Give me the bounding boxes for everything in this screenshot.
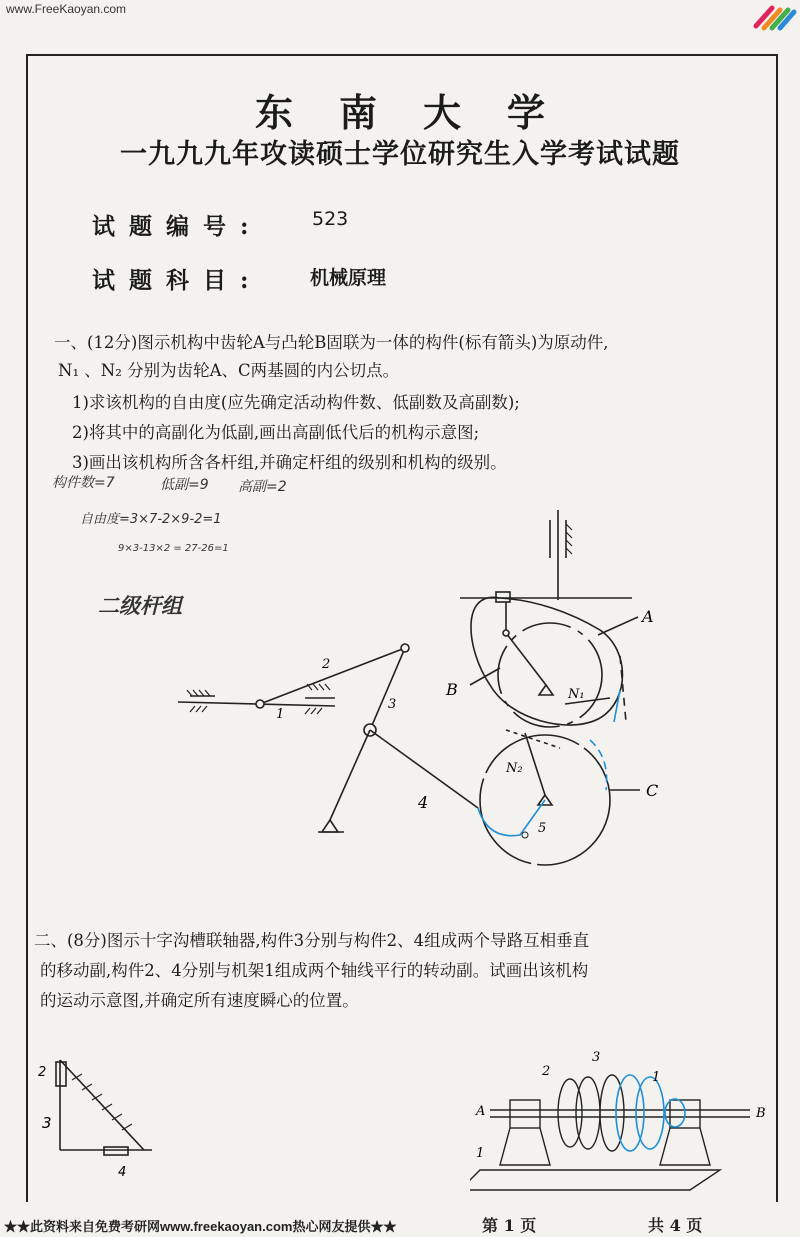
note-higher-pairs: 高副=2 xyxy=(238,479,287,495)
coupling-label-1-top: 1 xyxy=(652,1070,661,1085)
q1-item3: 3)画出该机构所含各杆组,并确定杆组的级别和机构的级别。 xyxy=(72,453,507,472)
fig1-label-N2: N₂ xyxy=(506,761,523,776)
q2-line2: 的移动副,构件2、4分别与机架1组成两个轴线平行的转动副。试画出该机构 xyxy=(40,961,589,980)
exam-subject-label: 试题科目: xyxy=(92,267,263,294)
note-lower-pairs: 低副=9 xyxy=(160,477,209,493)
fig1-label-N1: N₁ xyxy=(568,687,585,702)
freekaoyan-logo xyxy=(750,0,798,32)
q1-line1: 一、(12分)图示机构中齿轮A与凸轮B固联为一体的构件(标有箭头)为原动件, xyxy=(54,333,609,352)
footer-notice: ★★此资料来自免费考研网www.freekaoyan.com热心网友提供★★ xyxy=(4,1219,397,1234)
sketch-label-4: 4 xyxy=(118,1165,127,1180)
page-total: 共 4 页 xyxy=(648,1216,703,1235)
mechanism-figure xyxy=(160,490,680,900)
q2-line1: 二、(8分)图示十字沟槽联轴器,构件3分别与构件2、4组成两个导路互相垂直 xyxy=(34,931,590,950)
q1-item2: 2)将其中的高副化为低副,画出高副低代后的机构示意图; xyxy=(72,423,480,442)
page-footer xyxy=(0,1212,800,1237)
fig1-label-1: 1 xyxy=(276,707,285,722)
sketch-label-3: 3 xyxy=(42,1114,52,1132)
fig1-label-5: 5 xyxy=(538,821,547,836)
page-number: 第 1 页 xyxy=(482,1216,537,1235)
fig1-label-B: B xyxy=(446,680,458,699)
exam-code-label: 试题编号: xyxy=(92,213,263,240)
coupling-label-2: 2 xyxy=(542,1064,551,1079)
exam-code-value: 523 xyxy=(312,208,349,230)
slider-joint xyxy=(256,700,264,708)
note-dof: 自由度=3×7-2×9-2=1 xyxy=(80,512,222,527)
coupling-label-3: 3 xyxy=(592,1050,601,1065)
q1-line2: N₁ 、N₂ 分别为齿轮A、C两基圆的内公切点。 xyxy=(58,361,400,380)
coupling-label-B: B xyxy=(756,1106,766,1121)
note-calc: 9×3-13×2 = 27-26=1 xyxy=(118,543,229,554)
exam-subject-value: 机械原理 xyxy=(310,267,387,289)
fig1-label-3: 3 xyxy=(388,697,397,712)
fig1-label-2: 2 xyxy=(322,657,331,672)
q1-item1: 1)求该机构的自由度(应先确定活动构件数、低副数及高副数); xyxy=(72,393,520,412)
coupling-figure xyxy=(470,1045,770,1205)
link-2 xyxy=(260,648,405,704)
note-member-count: 构件数=7 xyxy=(52,475,115,491)
gear-A xyxy=(498,623,602,727)
handwritten-sketch xyxy=(32,1050,192,1190)
exam-title: 一九九九年攻读硕士学位研究生入学考试试题 xyxy=(120,139,680,170)
site-url[interactable]: www.FreeKaoyan.com xyxy=(6,2,127,16)
q2-line3: 的运动示意图,并确定所有速度瞬心的位置。 xyxy=(40,991,359,1010)
note-group-class: 二级杆组 xyxy=(98,594,182,618)
sketch-label-2: 2 xyxy=(38,1065,47,1080)
fig1-label-A: A xyxy=(642,607,654,626)
fig1-label-4: 4 xyxy=(418,793,429,812)
coupling-label-A: A xyxy=(476,1104,486,1119)
university-title: 东南大学 xyxy=(254,90,591,135)
coupling-label-1-base: 1 xyxy=(476,1146,485,1161)
fig1-label-C: C xyxy=(646,781,659,800)
